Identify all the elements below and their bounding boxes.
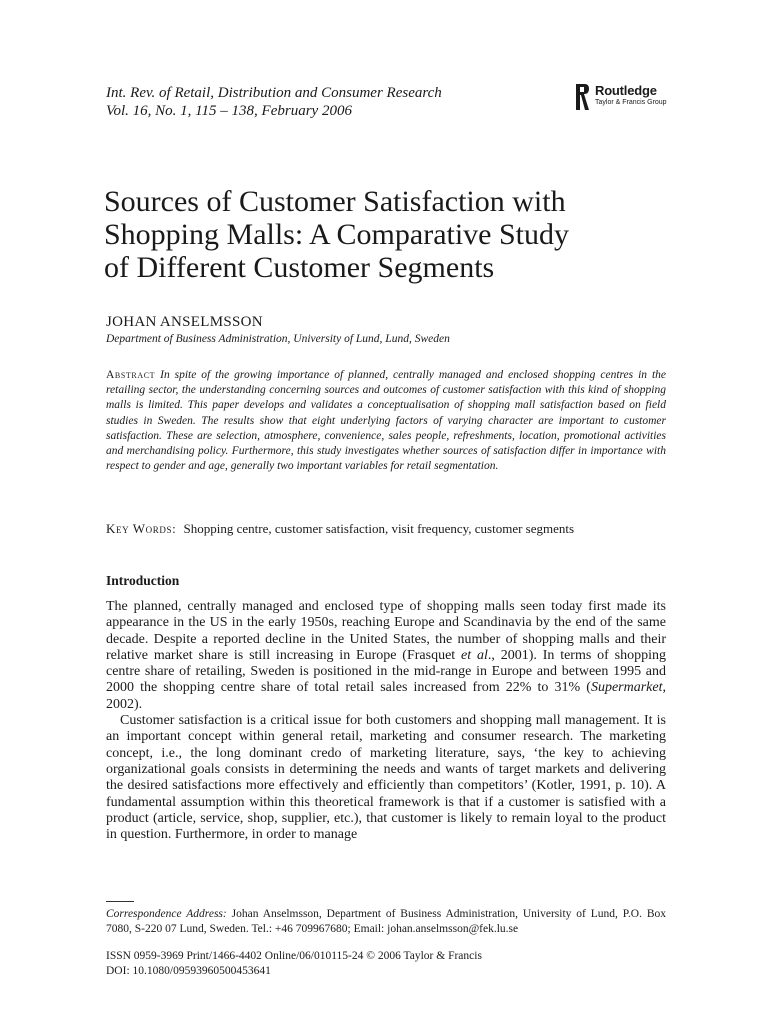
journal-volume: Vol. 16, No. 1, 115 – 138, February 2006 xyxy=(106,103,352,119)
issn-info xyxy=(106,949,482,979)
footnote-label: Correspondence Address: xyxy=(106,908,227,920)
abstract xyxy=(106,368,666,474)
journal-citation xyxy=(106,84,442,120)
doi-line: DOI: 10.1080/09593960500453641 xyxy=(106,965,271,977)
keywords-text: Shopping centre, customer satisfaction, visit frequency, customer segments xyxy=(183,521,575,536)
publisher-logo xyxy=(576,84,667,110)
author-affiliation: Department of Business Administration, University of Lund, Lund, Sweden xyxy=(106,333,450,345)
abstract-text: In spite of the growing importance of planned, centrally managed and enclosed shopping centres in the retailing sector, the understanding concerning sources and outcomes of customer satisfaction with this kind of shopping malls is limited. This paper develops and validates a conceptualisation of shopping mall satisfaction based on field studies in Sweden. The results show that eight underlying factors of varying character are important to customer satisfaction. These are selection, atmosphere, convenience, sales people, refreshments, location, promotional activities and merchandising policy. Furthermore, this study investigates whether sources of satisfaction differ in importance with respect to gender and age, generally two important variables for retail segmentation. xyxy=(106,369,666,473)
routledge-r-logo-icon xyxy=(576,84,590,110)
publisher-text xyxy=(595,84,667,106)
issn-line: ISSN 0959-3969 Print/1466-4402 Online/06/010115-24 © 2006 Taylor & Francis xyxy=(106,950,482,962)
paragraph: The planned, centrally managed and enclosed type of shopping malls seen today first made its appearance in the US in the early 1950s, reaching Europe and Scandinavia by the end of the same decade. Despite a reported decline in the United States, the number of shopping malls and their relative market share is still increasing in Europe (Frasquet et al., 2001). In terms of shopping centre share of retailing, Sweden is positioned in the mid-range in Europe and between 1995 and 2000 the shopping centre share of total retail sales increased from 22% to 31% (Supermarket, 2002). xyxy=(106,599,666,712)
footnote-text: Johan Anselmsson, Department of Business Administration, University of Lund, P.O. Box 7080, S-220 07 Lund, Sweden. Tel.: +46 709967680; Email: johan.anselmsson@fek.lu.se xyxy=(106,908,666,935)
paper-title xyxy=(104,185,664,284)
introduction-body xyxy=(106,599,666,843)
title-line: Shopping Malls: A Comparative Study xyxy=(104,218,570,251)
keywords xyxy=(106,521,666,537)
abstract-label: Abstract xyxy=(106,369,156,381)
keywords-label: Key Words: xyxy=(106,521,177,536)
author-name: JOHAN ANSELMSSON xyxy=(106,314,263,330)
title-line: of Different Customer Segments xyxy=(104,251,495,284)
journal-name: Int. Rev. of Retail, Distribution and Consumer Research xyxy=(106,85,442,101)
paragraph: Customer satisfaction is a critical issue for both customers and shopping mall management. It is an important concept within general retail, marketing and consumer research. The marketing concept, i.e., the long dominant credo of marketing literature, says, ‘the key to achieving organizational goals consists in determining the needs and wants of target markets and delivering the desired satisfactions more effectively and efficiently than competitors’ (Kotler, 1991, p. 10). A fundamental assumption within this theoretical framework is that if a customer is satisfied with a product (article, service, shop, supplier, etc.), that customer is likely to remain loyal to the product in question. Furthermore, in order to manage xyxy=(106,713,666,843)
publisher-name: Routledge xyxy=(595,83,657,98)
correspondence-footnote xyxy=(106,907,666,937)
section-heading-introduction: Introduction xyxy=(106,573,180,588)
publisher-group: Taylor & Francis Group xyxy=(595,99,667,106)
title-line: Sources of Customer Satisfaction with xyxy=(104,185,566,218)
footnote-divider xyxy=(106,901,134,902)
